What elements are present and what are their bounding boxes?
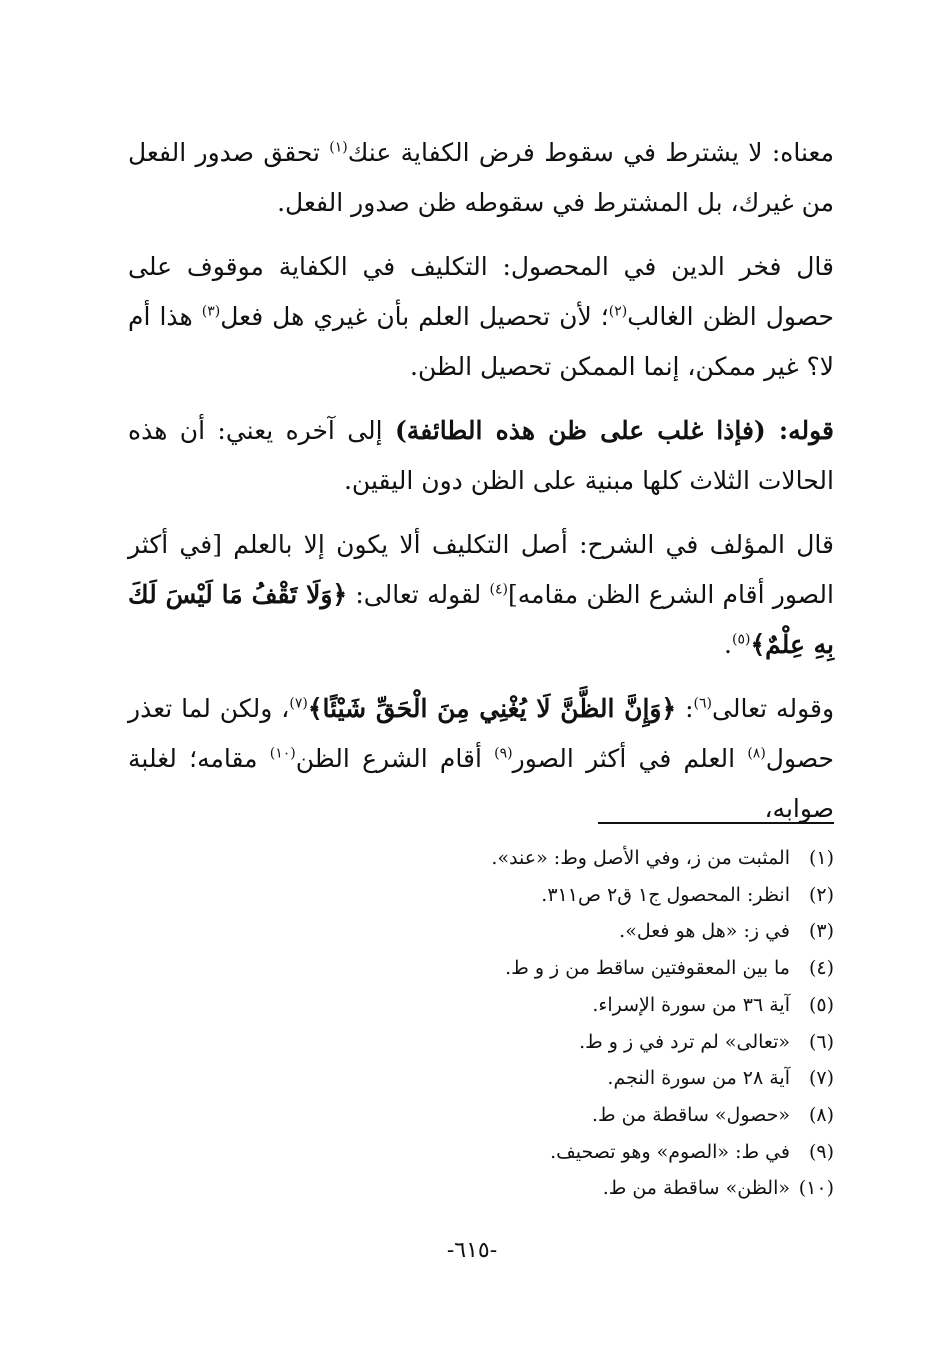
paragraph-4-text-b: لقوله تعالى: xyxy=(347,580,490,609)
footnote-8 xyxy=(128,1097,834,1134)
paragraph-1-text-b: تحقق صدور الفعل من غيرك، بل المشترط في سقوطه ظن صدور الفعل. xyxy=(128,138,834,217)
footnote-5 xyxy=(128,987,834,1024)
paragraph-2-text-b: ؛ لأن تحصيل العلم بأن غيري هل فعل xyxy=(220,302,609,331)
footnote-number: (٩) xyxy=(808,1140,834,1163)
footnote-text: «حصول» ساقطة من ط. xyxy=(591,1103,790,1126)
footnote-text: في ز: «هل هو فعل». xyxy=(619,920,790,943)
footnote-ref-1: (١) xyxy=(329,139,348,156)
quote-lead: قوله: xyxy=(765,416,834,445)
paragraph-5-text-f: مقامه؛ لغلبة صوابه، xyxy=(128,744,834,823)
paragraph-1 xyxy=(128,128,834,228)
footnote-ref-9: (٩) xyxy=(494,745,513,762)
footnote-text: انظر: المحصول ج١ ق٢ ص٣١١. xyxy=(541,883,790,906)
paragraph-5-text-b: : xyxy=(676,694,694,723)
footnote-1 xyxy=(128,840,834,877)
footnote-2 xyxy=(128,877,834,914)
footnote-6 xyxy=(128,1024,834,1061)
paragraph-3-text: إلى آخره يعني: أن هذه الحالات الثلاث كلها مبنية على الظن دون اليقين. xyxy=(128,416,834,495)
footnote-ref-8: (٨) xyxy=(747,745,766,762)
paragraph-4-text-c: . xyxy=(724,630,732,659)
page-number: -٦١٥- xyxy=(446,1238,498,1263)
footnote-number: (١٠) xyxy=(798,1177,834,1200)
paragraph-4-text-a: قال المؤلف في الشرح: أصل التكليف ألا يكون إلا بالعلم [في أكثر الصور أقام الشرع الظن مقامه] xyxy=(128,530,834,609)
footnote-number: (٤) xyxy=(808,957,834,980)
footnotes-list xyxy=(128,840,834,1207)
footnote-ref-2: (٢) xyxy=(608,303,628,320)
paragraph-2 xyxy=(128,242,834,392)
paragraph-5-text-a: وقوله تعالى xyxy=(712,694,835,723)
footnote-ref-6: (٦) xyxy=(693,695,713,712)
footnote-text: ما بين المعقوفتين ساقط من ز و ط. xyxy=(505,957,790,980)
paragraph-5-text-d: العلم في أكثر الصور xyxy=(512,744,748,773)
footnote-number: (٨) xyxy=(808,1103,834,1126)
footnote-4 xyxy=(128,950,834,987)
footnote-number: (٥) xyxy=(808,993,834,1016)
quran-verse-2: ﴿وَإِنَّ الظَّنَّ لَا يُغْنِي مِنَ الْحَقِّ شَيْئًا﴾ xyxy=(307,694,677,723)
footnote-3 xyxy=(128,913,834,950)
quran-verse-1: ﴿وَلَا تَقْفُ مَا لَيْسَ لَكَ بِهِ عِلْمٌ﴾ xyxy=(128,580,834,659)
paragraph-3 xyxy=(128,406,834,506)
paragraph-2-text-a: قال فخر الدين في المحصول: التكليف في الكفاية موقوف على حصول الظن الغالب xyxy=(128,252,834,331)
paragraph-5-text-e: أقام الشرع الظن xyxy=(295,744,495,773)
footnote-9 xyxy=(128,1134,834,1171)
footnote-text: «تعالى» لم ترد في ز و ط. xyxy=(579,1030,790,1053)
footnote-text: المثبت من ز، وفي الأصل وط: «عند». xyxy=(491,847,790,869)
footnote-10 xyxy=(128,1170,834,1207)
footnote-ref-4: (٤) xyxy=(489,581,508,598)
footnote-7 xyxy=(128,1060,834,1097)
paragraph-2-text-c: هذا أم لا؟ غير ممكن، إنما الممكن تحصيل الظن. xyxy=(128,302,834,381)
paragraph-1-text-a: معناه: لا يشترط في سقوط فرض الكفاية عنك xyxy=(347,138,834,167)
footnote-text: آية ٢٨ من سورة النجم. xyxy=(607,1067,790,1090)
footnote-ref-10: (١٠) xyxy=(269,745,296,762)
footnote-number: (٣) xyxy=(808,920,834,943)
footnote-divider xyxy=(598,822,834,824)
paragraph-5-text-c: ، ولكن لما تعذر حصول xyxy=(128,694,835,773)
document-page xyxy=(128,128,834,1328)
footnote-text: في ط: «الصوم» وهو تصحيف. xyxy=(550,1140,790,1163)
footnote-number: (٦) xyxy=(808,1030,834,1053)
paragraph-5 xyxy=(128,684,834,834)
footnote-text: آية ٣٦ من سورة الإسراء. xyxy=(592,993,790,1016)
footnote-text: «الظن» ساقطة من ط. xyxy=(602,1177,790,1200)
paragraph-4 xyxy=(128,520,834,670)
footnote-number: (١) xyxy=(808,847,834,869)
footnote-number: (٧) xyxy=(808,1067,834,1090)
footnote-ref-7: (٧) xyxy=(289,695,308,712)
footnote-number: (٢) xyxy=(808,883,834,906)
quoted-phrase: (فإذا غلب على ظن هذه الطائفة) xyxy=(394,416,766,445)
footnote-ref-5: (٥) xyxy=(731,631,751,648)
footnote-ref-3: (٣) xyxy=(201,303,221,320)
